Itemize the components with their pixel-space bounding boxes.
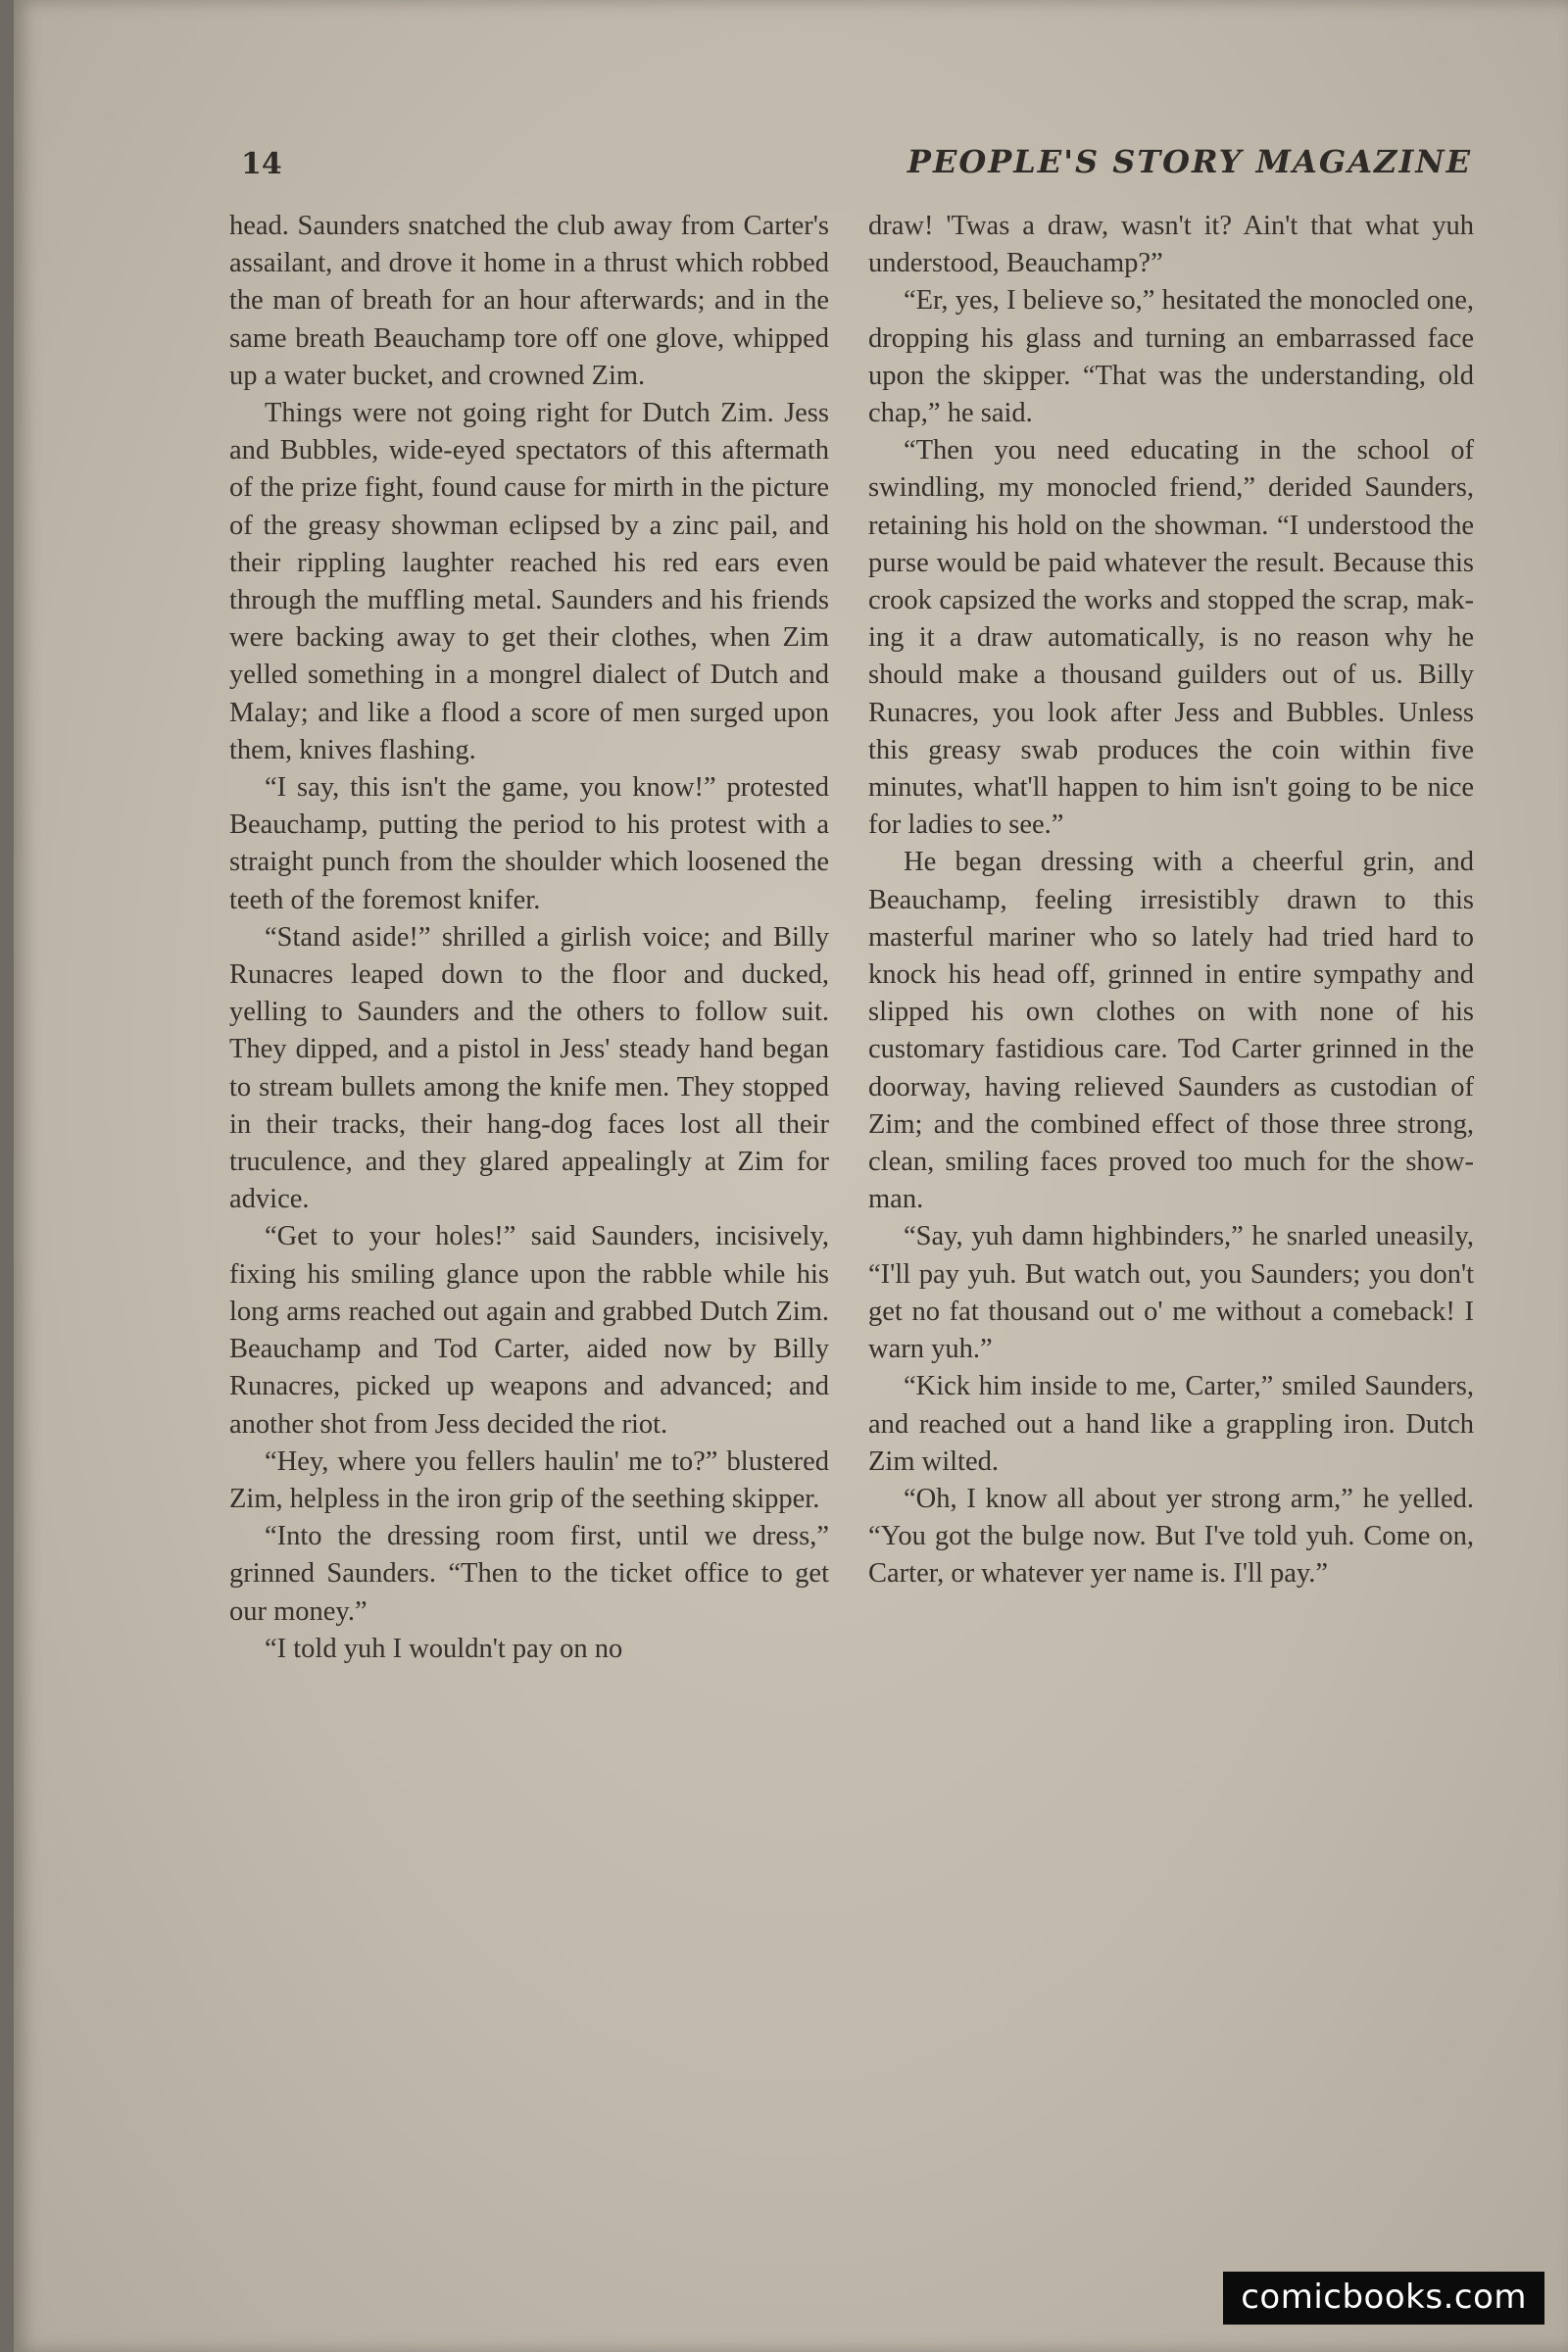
paragraph: Things were not going right for Dutch Zim. Jess and Bubbles, wide-eyed spectators of this aftermath of the prize fight, found cause for mirth in the picture of the greasy showman eclipsed by a zinc pail, and their rippling laughter reached his red ears even through the muffling metal. Saunders and his friends were backing away to get their clothes, when Zim yelled something in a mongrel dialect of Dutch and Malay; and like a flood a score of men surged upon them, knives flashing. [229, 398, 829, 765]
paragraph: “Say, yuh damn highbinders,” he snarled uneasily, “I'll pay yuh. But watch out, you Saunders; you don't get no fat thousand out o' me without a comeback! I warn yuh.” [868, 1221, 1474, 1365]
magazine-page [14, 0, 1568, 2352]
paragraph: “Hey, where you fellers haulin' me to?” blustered Zim, helpless in the iron grip of the seething skipper. [229, 1446, 829, 1514]
paragraph: “I say, this isn't the game, you know!” protested Beauchamp, putting the period to his protest with a straight punch from the shoulder which loosened the teeth of the foremost knifer. [229, 772, 829, 915]
paragraph: head. Saunders snatched the club away from Carter's assailant, and drove it home in a thrust which robbed the man of breath for an hour afterwards; and in the same breath Beauchamp tore off one glove, whipped up a water bucket, and crowned Zim. [229, 211, 829, 391]
magazine-title: PEOPLE'S STORY MAGAZINE [906, 143, 1472, 180]
paragraph: “Into the dressing room first, until we dress,” grinned Saunders. “Then to the ticket office to get our money.” [229, 1521, 829, 1627]
paragraph: “Kick him inside to me, Carter,” smiled Saunders, and reached out a hand like a grappling iron. Dutch Zim wilted. [868, 1371, 1474, 1477]
paragraph: “Er, yes, I believe so,” hesitated the monocled one, dropping his glass and turning an embarrassed face upon the skipper. “That was the understanding, old chap,” he said. [868, 285, 1474, 429]
paragraph: “Oh, I know all about yer strong arm,” he yelled. “You got the bulge now. But I've told yuh. Come on, Carter, or whatever yer name is. I'll pay.” [868, 1483, 1474, 1590]
page-number: 14 [241, 147, 282, 181]
paragraph: “Stand aside!” shrilled a girlish voice; and Billy Runacres leaped down to the floor and ducked, yelling to Saunders and the others to follow suit. They dipped, and a pistol in Jess' steady hand began to stream bullets among the knife men. They stopped in their tracks, their hang-dog faces lost all their truculence, and they glared appealingly at Zim for advice. [229, 921, 829, 1215]
paragraph: draw! 'Twas a draw, wasn't it? Ain't that what yuh understood, Beauchamp?” [868, 211, 1474, 279]
paragraph: “Then you need educating in the school of swindling, my monocled friend,” derided Saunders, retaining his hold on the showman. “I understood the purse would be paid whatever the result. Because this crook capsized the works and stopped the scrap, making it a draw automatically, is no reason why he should make a thousand guilders out of us. Billy Runacres, you look after Jess and Bubbles. Unless this greasy swab produces the coin within five minutes, what'll happen to him isn't going to be nice for ladies to see.” [868, 435, 1474, 841]
paragraph: “I told yuh I wouldn't pay on no [265, 1633, 623, 1664]
paragraph: He began dressing with a cheerful grin, and Beauchamp, feeling irresistibly drawn to this masterful mariner who so lately had tried hard to knock his head off, grinned in entire sympathy and slipped his own clothes on with none of his customary fastidious care. Tod Carter grinned in the doorway, having relieved Saunders as custodian of Zim; and the combined effect of those three strong, clean, smiling faces proved too much for the showman. [868, 847, 1474, 1215]
site-watermark: comicbooks.com [1223, 2272, 1544, 2325]
paragraph: “Get to your holes!” said Saunders, incisively, fixing his smiling glance upon the rabble while his long arms reached out again and grabbed Dutch Zim. Beauchamp and Tod Carter, aided now by Billy Runacres, picked up weapons and advanced; and another shot from Jess decided the riot. [229, 1221, 829, 1440]
left-text-column [229, 208, 829, 1668]
right-text-column [868, 208, 1474, 1593]
